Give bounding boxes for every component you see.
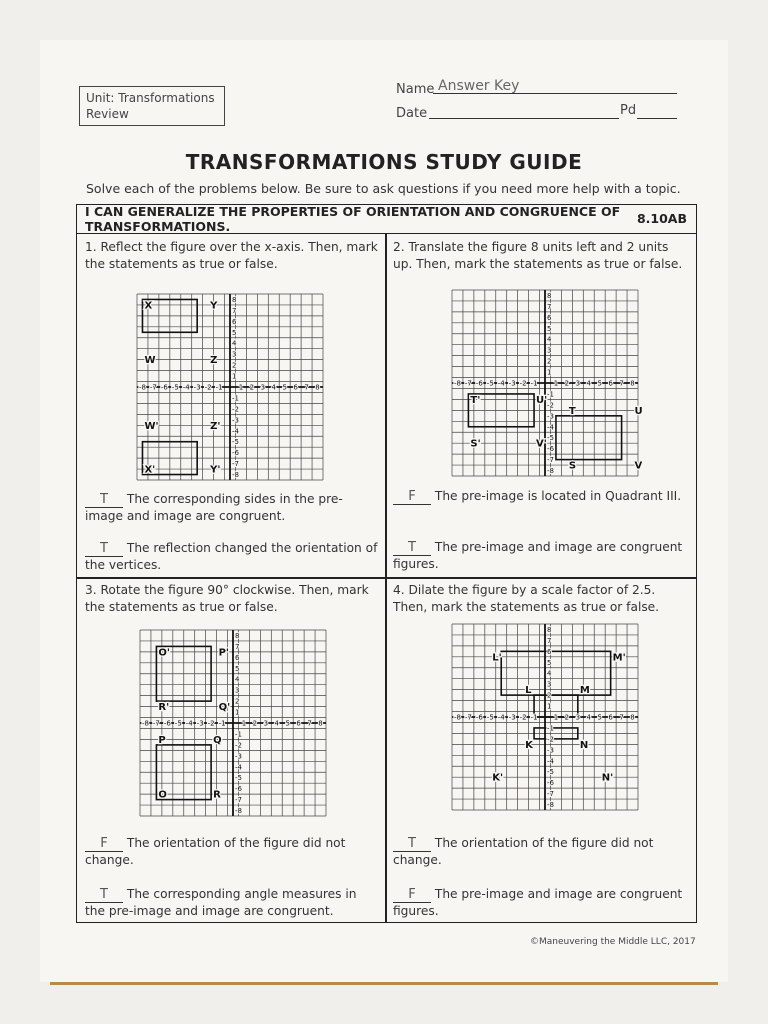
page-title: TRANSFORMATIONS STUDY GUIDE xyxy=(185,150,583,174)
x-tick-label: 5 xyxy=(597,379,602,388)
x-tick-label: -8 xyxy=(141,719,149,728)
y-tick-label: 8 xyxy=(232,295,237,304)
answer-blank[interactable]: F xyxy=(393,490,431,505)
x-tick-label: -8 xyxy=(453,379,461,388)
vertex-label: Q' xyxy=(218,702,231,714)
y-tick-label: 6 xyxy=(232,317,237,326)
x-tick-label: -4 xyxy=(497,379,505,388)
vertex-label: L' xyxy=(492,652,502,664)
vertex-label: R' xyxy=(158,702,170,714)
problem-4-grid xyxy=(452,624,638,810)
vertex-label: T xyxy=(568,405,576,417)
x-tick-label: 3 xyxy=(260,383,266,392)
y-tick-label: -3 xyxy=(232,416,239,425)
y-tick-label: 7 xyxy=(232,306,237,315)
y-tick-label: 6 xyxy=(547,647,552,656)
y-tick-label: -5 xyxy=(547,768,554,777)
vertex-label: K xyxy=(525,739,533,751)
y-tick-label: -6 xyxy=(547,445,554,454)
y-tick-label: -7 xyxy=(232,460,239,469)
answer-blank[interactable]: T xyxy=(85,493,123,508)
vertex-label: L xyxy=(525,685,532,697)
x-tick-label: -2 xyxy=(204,383,212,392)
problem-1-prompt: 1. Reflect the figure over the x-axis. Then, mark the statements as true or false. xyxy=(85,240,378,271)
column-divider xyxy=(385,234,387,923)
y-tick-label: -2 xyxy=(547,735,554,744)
x-tick-label: -6 xyxy=(163,719,171,728)
y-tick-label: 4 xyxy=(547,669,552,678)
y-tick-label: -3 xyxy=(547,746,554,755)
vertex-label: Y xyxy=(210,300,218,312)
x-tick-label: -3 xyxy=(193,383,201,392)
objective-text: I CAN GENERALIZE THE PROPERTIES OF ORIENTATION AND CONGRUENCE OF TRANSFORMATIONS. xyxy=(85,203,621,234)
x-tick-label: 6 xyxy=(608,713,613,722)
answer-blank[interactable]: T xyxy=(85,542,123,557)
y-tick-label: 4 xyxy=(235,675,240,684)
vertex-label: M' xyxy=(612,652,626,664)
y-tick-label: -2 xyxy=(235,741,242,750)
x-tick-label: 1 xyxy=(238,383,244,392)
unit-line-1: Unit: Transformations xyxy=(86,91,215,105)
x-tick-label: -7 xyxy=(149,383,157,392)
x-tick-label: -1 xyxy=(218,719,226,728)
x-tick-label: 8 xyxy=(315,383,320,392)
y-tick-label: -5 xyxy=(235,774,242,783)
x-tick-label: -7 xyxy=(464,713,472,722)
y-tick-label: -7 xyxy=(547,456,554,465)
y-tick-label: -6 xyxy=(235,785,242,794)
y-tick-label: 2 xyxy=(235,697,240,706)
vertex-label: Z' xyxy=(210,420,221,432)
x-tick-label: -1 xyxy=(215,383,223,392)
y-tick-label: 1 xyxy=(547,702,552,711)
problem-2-statement-2 xyxy=(393,539,688,573)
y-tick-label: 5 xyxy=(547,324,552,333)
x-tick-label: 3 xyxy=(575,713,581,722)
y-tick-label: -1 xyxy=(547,724,554,733)
y-tick-label: -1 xyxy=(547,390,554,399)
x-tick-label: -6 xyxy=(160,383,168,392)
y-tick-label: -1 xyxy=(232,394,239,403)
problem-1-statement-2 xyxy=(85,540,380,574)
y-tick-label: -4 xyxy=(547,423,554,432)
x-tick-label: 4 xyxy=(274,719,279,728)
x-tick-label: -5 xyxy=(174,719,182,728)
x-tick-label: 7 xyxy=(307,719,312,728)
vertex-label: N' xyxy=(601,772,614,784)
paper-edge xyxy=(50,982,718,985)
y-tick-label: 8 xyxy=(235,631,240,640)
y-tick-label: 5 xyxy=(235,664,240,673)
vertex-label: O xyxy=(158,789,167,801)
vertex-label: X xyxy=(144,300,153,312)
x-tick-label: 6 xyxy=(296,719,301,728)
y-tick-label: 1 xyxy=(547,368,552,377)
y-tick-label: -3 xyxy=(235,752,242,761)
y-tick-label: 1 xyxy=(232,372,237,381)
x-tick-label: -3 xyxy=(508,379,516,388)
x-tick-label: 1 xyxy=(241,719,247,728)
x-tick-label: -6 xyxy=(475,713,483,722)
y-tick-label: -7 xyxy=(547,790,554,799)
y-tick-label: -4 xyxy=(547,757,554,766)
x-tick-label: 6 xyxy=(608,379,613,388)
x-tick-label: 3 xyxy=(575,379,581,388)
x-tick-label: -7 xyxy=(152,719,160,728)
y-tick-label: 3 xyxy=(232,350,237,359)
x-tick-label: 8 xyxy=(630,713,635,722)
statement-text: The corresponding angle measures in the pre-image and image are congruent. xyxy=(85,887,357,918)
y-tick-label: 7 xyxy=(235,642,240,651)
name-label: Name xyxy=(396,82,435,97)
x-tick-label: 4 xyxy=(586,379,591,388)
problem-4-statement-1 xyxy=(393,835,688,869)
vertex-label: U xyxy=(634,405,643,417)
problem-1-grid xyxy=(137,294,323,480)
y-tick-label: 7 xyxy=(547,636,552,645)
problem-2-statement-1 xyxy=(393,488,688,505)
y-tick-label: 3 xyxy=(235,686,240,695)
problem-4-statement-2 xyxy=(393,886,688,920)
statement-text: The pre-image is located in Quadrant III. xyxy=(434,489,682,503)
copyright-footer: ©Maneuvering the Middle LLC, 2017 xyxy=(530,937,696,947)
vertex-label: W' xyxy=(144,420,159,432)
vertex-label: V xyxy=(634,460,643,472)
y-tick-label: 7 xyxy=(547,302,552,311)
y-tick-label: 2 xyxy=(547,357,552,366)
vertex-label: P' xyxy=(218,647,229,659)
x-tick-label: 5 xyxy=(282,383,287,392)
objective-code: 8.10AB xyxy=(636,211,687,226)
y-tick-label: 6 xyxy=(235,653,240,662)
date-line xyxy=(429,104,619,119)
y-tick-label: -5 xyxy=(232,438,239,447)
answer-blank[interactable]: T xyxy=(393,837,431,852)
x-tick-label: 2 xyxy=(564,379,570,388)
x-tick-label: 4 xyxy=(271,383,276,392)
problem-3-statement-2 xyxy=(85,886,380,920)
x-tick-label: -8 xyxy=(453,713,461,722)
x-tick-label: 1 xyxy=(553,379,559,388)
y-tick-label: 1 xyxy=(235,708,240,717)
statement-text: The corresponding sides in the pre-image and image are congruent. xyxy=(85,492,343,523)
y-tick-label: -4 xyxy=(232,427,239,436)
vertex-label: W xyxy=(144,355,156,367)
pd-label: Pd xyxy=(620,103,637,118)
vertex-label: V' xyxy=(536,438,547,450)
name-value: Answer Key xyxy=(438,78,520,94)
pd-line xyxy=(637,104,677,119)
x-tick-label: 5 xyxy=(597,713,602,722)
x-tick-label: -3 xyxy=(508,713,516,722)
x-tick-label: -1 xyxy=(530,379,538,388)
y-tick-label: -6 xyxy=(547,779,554,788)
y-tick-label: -1 xyxy=(235,730,242,739)
x-tick-label: 2 xyxy=(564,713,570,722)
vertex-label: Z xyxy=(210,355,218,367)
x-tick-label: 8 xyxy=(630,379,635,388)
x-tick-label: -8 xyxy=(138,383,146,392)
x-tick-label: -4 xyxy=(182,383,190,392)
vertex-label: S xyxy=(568,460,577,472)
x-tick-label: -5 xyxy=(486,379,494,388)
y-tick-label: -6 xyxy=(232,449,239,458)
answer-blank[interactable]: T xyxy=(393,541,431,556)
vertex-label: U' xyxy=(536,394,548,406)
vertex-label: Y' xyxy=(210,464,221,476)
x-tick-label: 7 xyxy=(304,383,309,392)
statement-text: The orientation of the figure did not change. xyxy=(393,836,654,867)
y-tick-label: -8 xyxy=(547,801,554,810)
y-tick-label: 2 xyxy=(232,361,237,370)
statement-text: The orientation of the figure did not change. xyxy=(85,836,346,867)
x-tick-label: 6 xyxy=(293,383,298,392)
answer-blank[interactable]: F xyxy=(85,837,123,852)
x-tick-label: -2 xyxy=(519,713,527,722)
x-tick-label: 2 xyxy=(249,383,255,392)
vertex-label: Q xyxy=(213,734,222,746)
problem-3-statement-1 xyxy=(85,835,380,869)
y-tick-label: -5 xyxy=(547,434,554,443)
y-tick-label: 2 xyxy=(547,691,552,700)
x-tick-label: 1 xyxy=(553,713,559,722)
answer-blank[interactable]: F xyxy=(393,888,431,903)
y-tick-label: 4 xyxy=(547,335,552,344)
vertex-label: N xyxy=(579,739,589,751)
problem-4-prompt: 4. Dilate the figure by a scale factor of 2.5. Then, mark the statements as true or false. xyxy=(393,583,660,614)
x-tick-label: -1 xyxy=(530,713,538,722)
date-label: Date xyxy=(396,106,428,121)
x-tick-label: -6 xyxy=(475,379,483,388)
x-tick-label: -4 xyxy=(497,713,505,722)
vertex-label: X' xyxy=(144,464,156,476)
unit-line-2: Review xyxy=(86,107,129,121)
problem-3-prompt: 3. Rotate the figure 90° clockwise. Then, mark the statements as true or false. xyxy=(85,583,369,614)
x-tick-label: -5 xyxy=(171,383,179,392)
x-tick-label: 2 xyxy=(252,719,258,728)
x-tick-label: -3 xyxy=(196,719,204,728)
x-tick-label: 7 xyxy=(619,379,624,388)
x-tick-label: -2 xyxy=(207,719,215,728)
statement-text: The pre-image and image are congruent figures. xyxy=(393,887,683,918)
y-tick-label: 6 xyxy=(547,313,552,322)
y-tick-label: 4 xyxy=(232,339,237,348)
instructions: Solve each of the problems below. Be sure to ask questions if you need more help with a topic. xyxy=(86,181,681,196)
y-tick-label: -8 xyxy=(235,807,242,816)
y-tick-label: 8 xyxy=(547,625,552,634)
statement-text: The pre-image and image are congruent figures. xyxy=(393,540,683,571)
figure-outline xyxy=(556,416,622,460)
problem-1-statement-1 xyxy=(85,491,380,525)
y-tick-label: 3 xyxy=(547,346,552,355)
vertex-label: M xyxy=(579,685,590,697)
x-tick-label: 5 xyxy=(285,719,290,728)
y-tick-label: -8 xyxy=(547,467,554,476)
x-tick-label: -5 xyxy=(486,713,494,722)
problem-2-prompt: 2. Translate the figure 8 units left and 2 units up. Then, mark the statements as true or false. xyxy=(393,240,683,271)
row-divider xyxy=(76,577,697,579)
x-tick-label: 8 xyxy=(318,719,323,728)
problem-3-grid xyxy=(140,630,326,816)
x-tick-label: -4 xyxy=(185,719,193,728)
y-tick-label: -7 xyxy=(235,796,242,805)
unit-box xyxy=(79,86,225,126)
x-tick-label: 7 xyxy=(619,713,624,722)
vertex-label: S' xyxy=(470,438,481,450)
x-tick-label: -2 xyxy=(519,379,527,388)
answer-blank[interactable]: T xyxy=(85,888,123,903)
problem-2-grid xyxy=(452,290,643,476)
objective-banner xyxy=(76,204,697,234)
y-tick-label: -2 xyxy=(232,405,239,414)
x-tick-label: 4 xyxy=(586,713,591,722)
vertex-label: K' xyxy=(492,772,504,784)
vertex-label: R xyxy=(213,789,221,801)
x-tick-label: -7 xyxy=(464,379,472,388)
y-tick-label: 3 xyxy=(547,680,552,689)
vertex-label: P xyxy=(158,734,166,746)
vertex-label: O' xyxy=(158,647,170,659)
y-tick-label: -8 xyxy=(232,471,239,480)
vertex-label: T' xyxy=(470,394,481,406)
y-tick-label: 5 xyxy=(547,658,552,667)
y-tick-label: 8 xyxy=(547,291,552,300)
y-tick-label: -2 xyxy=(547,401,554,410)
y-tick-label: 5 xyxy=(232,328,237,337)
y-tick-label: -3 xyxy=(547,412,554,421)
x-tick-label: 3 xyxy=(263,719,269,728)
statement-text: The reflection changed the orientation of the vertices. xyxy=(85,541,378,572)
y-tick-label: -4 xyxy=(235,763,242,772)
